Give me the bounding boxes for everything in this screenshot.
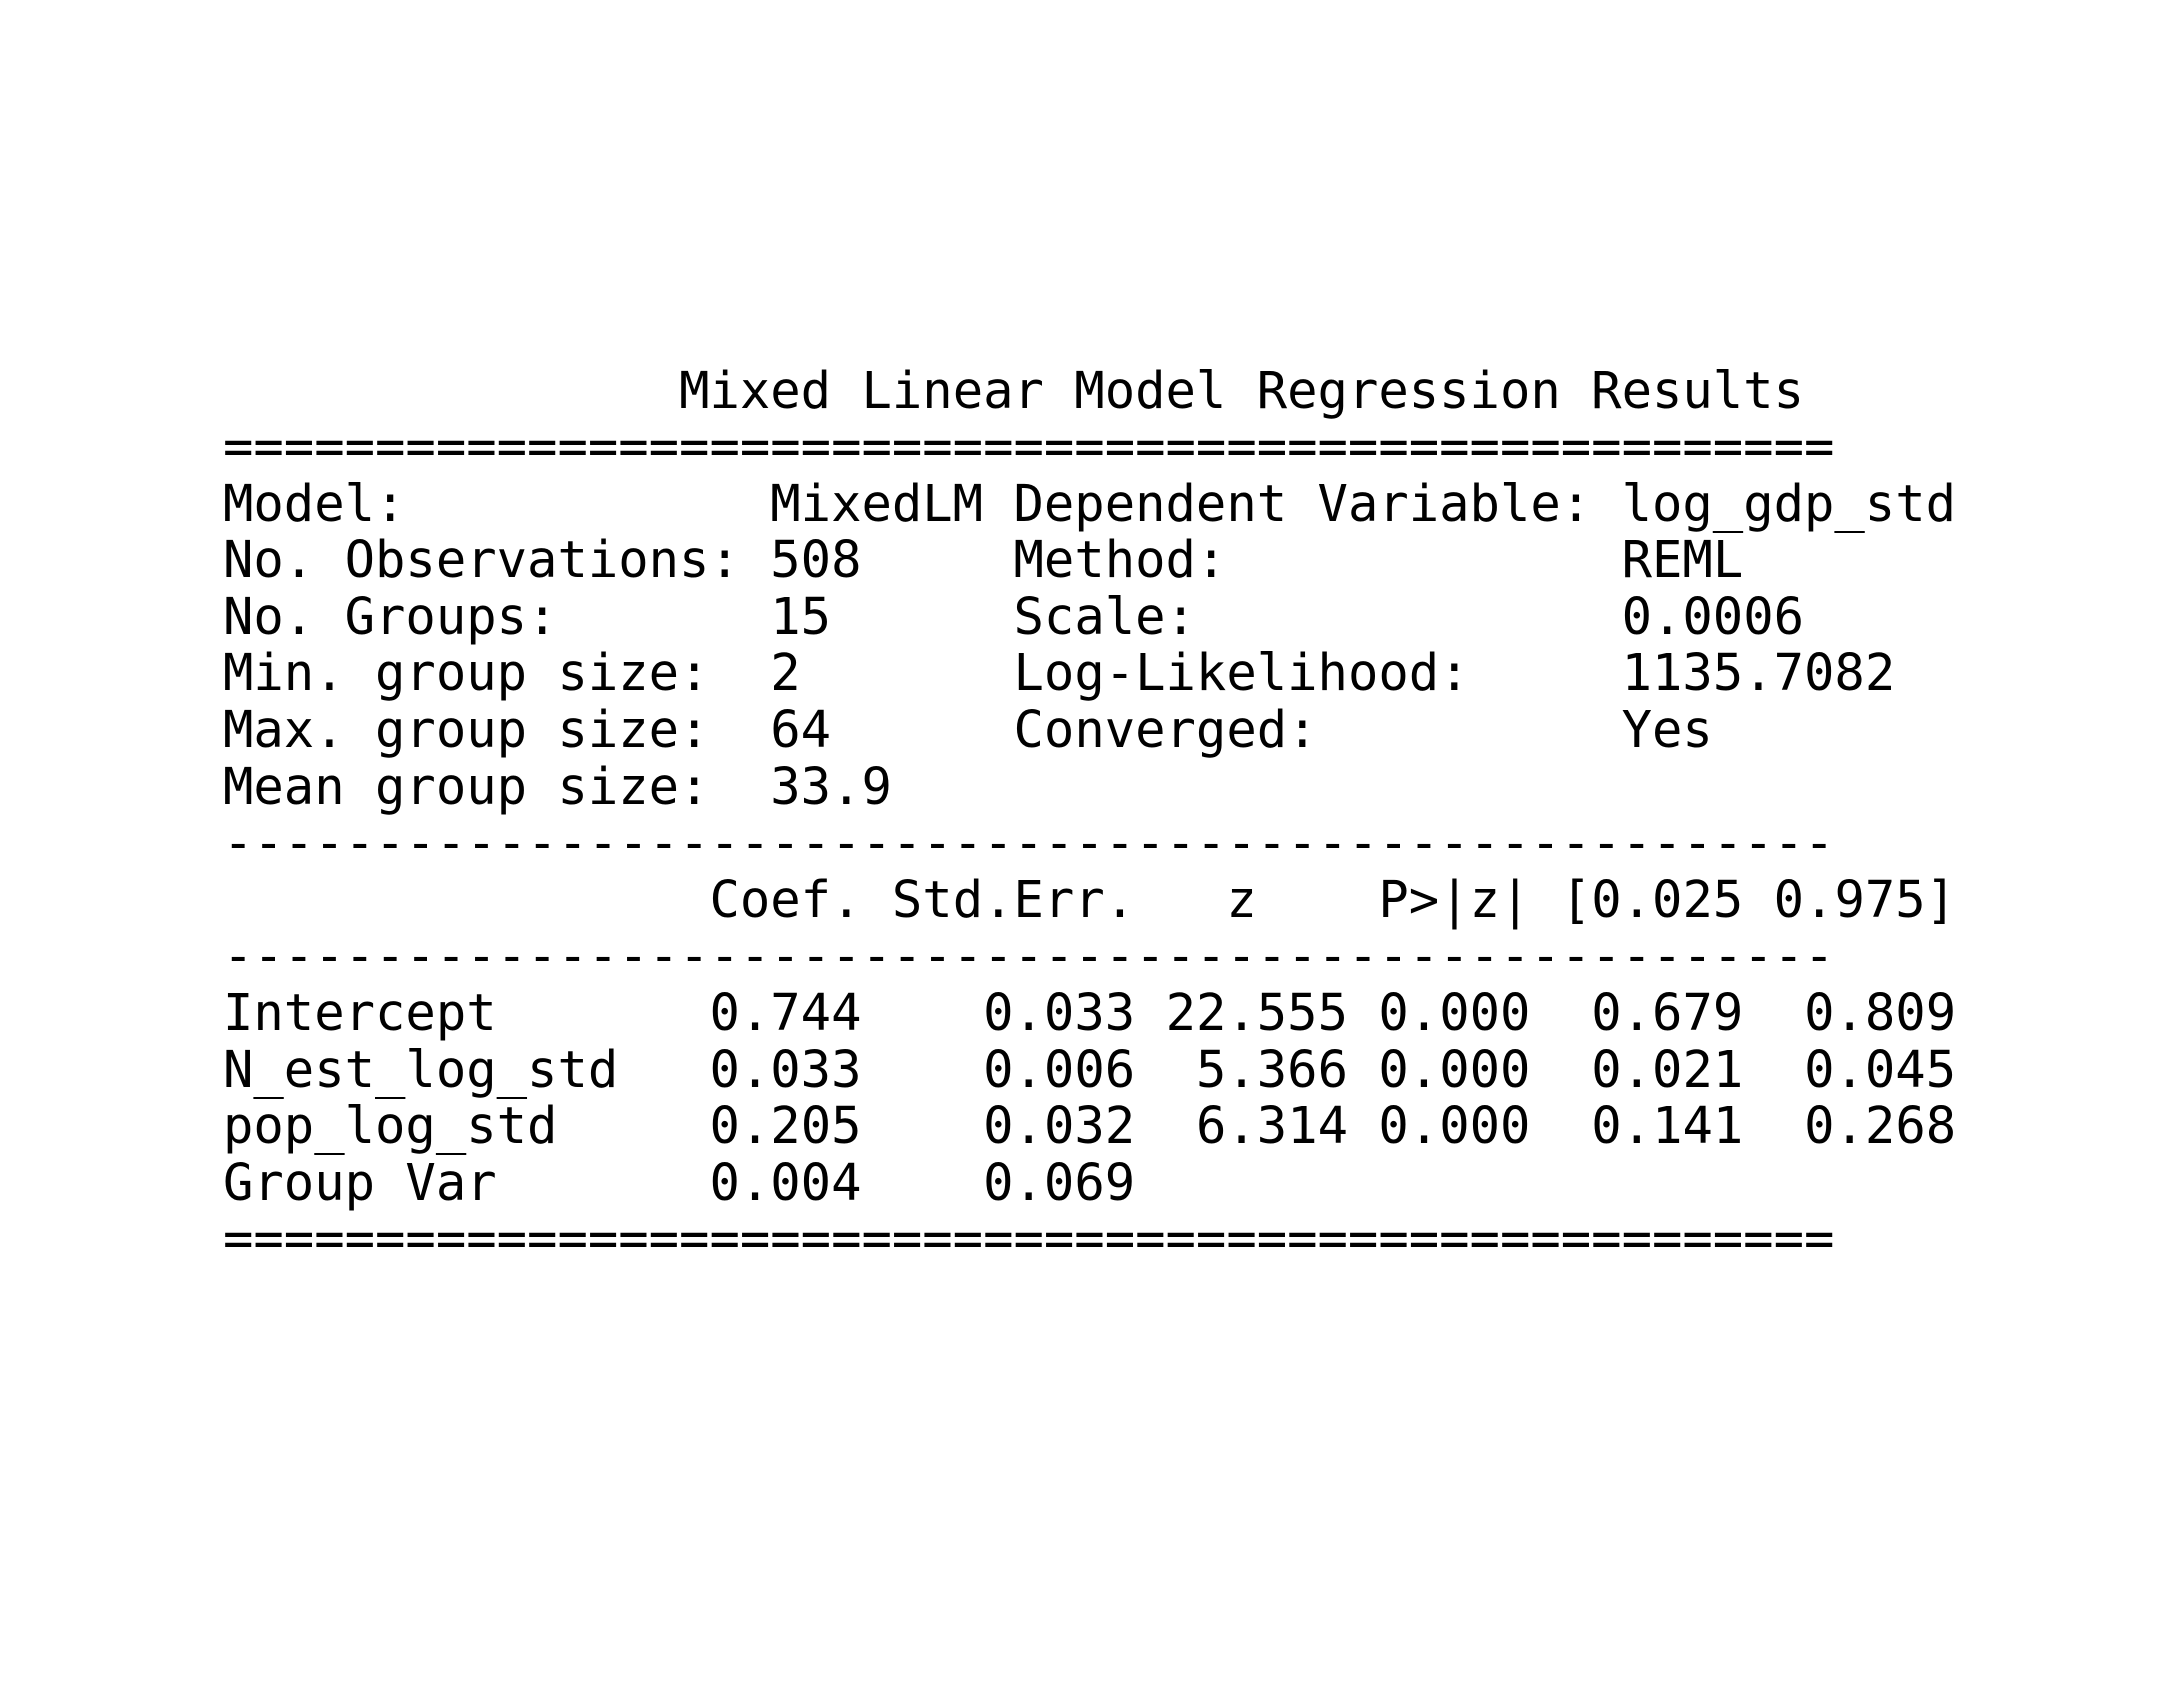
mean-group-size-value: 33.9 bbox=[770, 756, 892, 816]
row-name: Group Var bbox=[223, 1152, 497, 1212]
info-row-no-groups bbox=[223, 586, 1963, 646]
double-rule-bottom bbox=[223, 1211, 1963, 1268]
method-label: Method: bbox=[1013, 530, 1227, 590]
row-ci-low: 0.141 bbox=[1591, 1096, 1744, 1156]
single-rule-1 bbox=[223, 815, 1963, 872]
header-coef: Coef. bbox=[709, 869, 862, 929]
rule-text: ----------------------------------------------------- bbox=[223, 926, 1835, 986]
row-z: 6.314 bbox=[1195, 1096, 1349, 1156]
row-coef: 0.004 bbox=[709, 1152, 862, 1212]
log-likelihood-label: Log-Likelihood: bbox=[1013, 643, 1470, 703]
info-row-model bbox=[223, 473, 1963, 533]
info-row-no-observations bbox=[223, 532, 1963, 589]
row-std-err: 0.032 bbox=[983, 1096, 1136, 1156]
coef-table-header bbox=[223, 869, 1963, 929]
row-z: 5.366 bbox=[1195, 1039, 1348, 1099]
single-rule-2 bbox=[223, 928, 1963, 985]
converged-value: Yes bbox=[1621, 699, 1713, 759]
no-groups-value: 15 bbox=[770, 586, 832, 646]
row-name: N_est_log_std bbox=[223, 1039, 619, 1099]
row-ci-low: 0.679 bbox=[1591, 982, 1744, 1042]
coef-table-row bbox=[223, 1152, 1963, 1212]
row-coef: 0.744 bbox=[709, 982, 862, 1042]
converged-label: Converged: bbox=[1013, 699, 1318, 759]
row-ci-high: 0.809 bbox=[1804, 982, 1957, 1042]
mean-group-size-label: Mean group size: bbox=[223, 756, 710, 816]
coef-table-row bbox=[223, 1098, 1963, 1155]
header-z: z bbox=[1226, 869, 1257, 929]
row-std-err: 0.033 bbox=[983, 982, 1136, 1042]
min-group-size-value: 2 bbox=[770, 643, 801, 703]
rule-text: ===================================================== bbox=[223, 1209, 1835, 1269]
row-std-err: 0.069 bbox=[983, 1152, 1136, 1212]
no-observations-label: No. Observations: bbox=[223, 530, 740, 590]
log-likelihood-value: 1135.7082 bbox=[1621, 643, 1896, 703]
header-ci-high: 0.975] bbox=[1773, 869, 1957, 929]
row-z: 22.555 bbox=[1165, 982, 1348, 1042]
max-group-size-label: Max. group size: bbox=[223, 699, 710, 759]
report-title-text: Mixed Linear Model Regression Results bbox=[679, 361, 1804, 420]
scale-label: Scale: bbox=[1013, 586, 1196, 646]
model-label: Model: bbox=[223, 473, 406, 533]
info-row-max-group-size bbox=[223, 699, 1963, 759]
double-rule-top bbox=[223, 419, 1963, 476]
row-ci-low: 0.021 bbox=[1591, 1039, 1744, 1099]
dependent-variable-label: Dependent Variable: bbox=[1013, 473, 1592, 533]
coef-table-row bbox=[223, 1039, 1963, 1099]
row-name: pop_log_std bbox=[223, 1096, 558, 1156]
no-groups-label: No. Groups: bbox=[223, 586, 558, 646]
row-coef: 0.205 bbox=[709, 1096, 862, 1156]
row-name: Intercept bbox=[223, 982, 497, 1042]
header-ci-low: [0.025 bbox=[1560, 869, 1744, 929]
coef-table-row bbox=[223, 982, 1963, 1042]
report-title bbox=[223, 363, 1963, 419]
header-p-value: P>|z| bbox=[1378, 869, 1531, 929]
row-ci-high: 0.268 bbox=[1804, 1096, 1957, 1156]
info-row-mean-group-size bbox=[223, 756, 1963, 816]
min-group-size-label: Min. group size: bbox=[223, 643, 710, 703]
row-p-value: 0.000 bbox=[1378, 1039, 1531, 1099]
dependent-variable-value: log_gdp_std bbox=[1621, 473, 1957, 533]
method-value: REML bbox=[1621, 530, 1744, 590]
rule-text: ----------------------------------------------------- bbox=[223, 813, 1835, 873]
info-row-min-group-size bbox=[223, 645, 1963, 702]
row-coef: 0.033 bbox=[709, 1039, 862, 1099]
row-ci-high: 0.045 bbox=[1804, 1039, 1957, 1099]
row-std-err: 0.006 bbox=[983, 1039, 1136, 1099]
max-group-size-value: 64 bbox=[770, 699, 832, 759]
no-observations-value: 508 bbox=[770, 530, 862, 590]
scale-value: 0.0006 bbox=[1621, 586, 1805, 646]
model-value: MixedLM bbox=[770, 473, 984, 533]
rule-text: ===================================================== bbox=[223, 417, 1835, 476]
header-std-err: Std.Err. bbox=[891, 869, 1136, 929]
regression-report bbox=[223, 363, 1963, 1268]
row-p-value: 0.000 bbox=[1378, 982, 1531, 1042]
row-p-value: 0.000 bbox=[1378, 1096, 1531, 1156]
